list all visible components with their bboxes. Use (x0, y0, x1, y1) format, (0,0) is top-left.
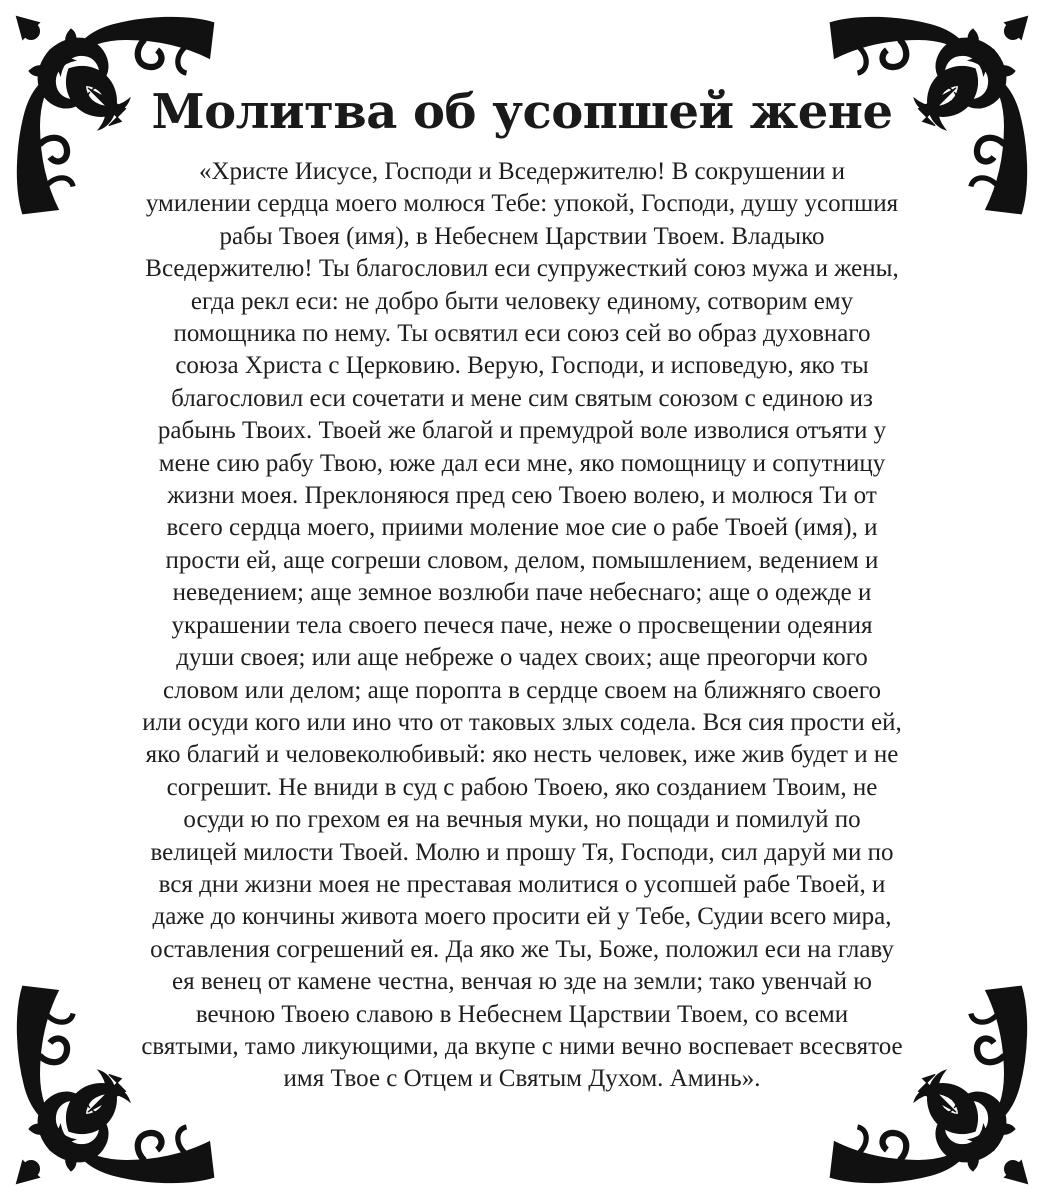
prayer-line: всего сердца моего, приими моление мое сие о рабе Твоей (имя), и (166, 514, 878, 542)
prayer-line: прости ей, аще согреши словом, делом, помышлением, ведением и (165, 546, 879, 574)
prayer-line: даже до кончины живота моего просити ей у Тебе, Судии всего мира, (152, 903, 892, 931)
prayer-line: жизни моея. Преклоняюся пред сею Твоею волею, и молюся Ти от (167, 482, 877, 510)
prayer-line: ея венец от камене честна, венчая ю зде на земли; тако увенчай ю (172, 968, 872, 996)
prayer-line: оставления согрешений ея. Да яко же Ты, Боже, положил еси на главу (150, 935, 894, 963)
prayer-line: мене сию рабу Твою, юже дал еси мне, яко помощницу и сопутницу (158, 449, 886, 477)
prayer-line: вся дни жизни моея не преставая молитися о усопшей рабе Твоей, и (158, 870, 886, 898)
prayer-line: союза Христа с Церковию. Верую, Господи, и исповедую, яко ты (175, 352, 869, 380)
prayer-line: благословил еси сочетати и мене сим святым союзом с единою из (171, 384, 873, 412)
prayer-line: святыми, тамо ликующими, да вкупе с ними вечно воспевает всесвятое (141, 1032, 903, 1060)
prayer-line: имя Твое с Отцем и Святым Духом. Аминь». (283, 1065, 761, 1093)
prayer-line: неведением; аще земное возлюби паче небеснаго; аще о одежде и (172, 579, 872, 607)
prayer-line: согрешит. Не вниди в суд с рабою Твоею, яко созданием Твоим, не (166, 773, 878, 801)
prayer-line: помощника по нему. Ты освятил еси союз сей во образ духовнаго (173, 320, 871, 348)
prayer-text (110, 156, 934, 1096)
prayer-line: велицей милости Твоей. Молю и прошу Тя, Господи, сил даруй ми по (150, 838, 894, 866)
prayer-line: души своея; или аще небреже о чадех своих; аще преогорчи кого (176, 644, 868, 672)
prayer-line: «Христе Иисусе, Господи и Вседержителю! В сокрушении и (198, 158, 846, 185)
prayer-line: егда рекл еси: не добро быти человеку единому, сотворим ему (190, 287, 854, 315)
prayer-line: украшении тела своего печеся паче, неже о просвещении одеяния (171, 611, 873, 639)
prayer-line: умилении сердца моего молюся Тебе: упокой, Господи, душу усопшия (145, 190, 899, 218)
prayer-line: словом или делом; аще поропта в сердце своем на ближняго своего (163, 676, 881, 704)
prayer-line: Вседержителю! Ты благословил еси супружесткий союз мужа и жены, (145, 255, 899, 283)
page-title: Молитва об усопшей жене (151, 84, 893, 140)
prayer-line: рабы Твоея (имя), в Небеснем Царствии Твоем. Владыко (219, 222, 825, 250)
prayer-line: или осуди кого или ино что от таковых злых содела. Вся сия прости ей, (142, 708, 902, 736)
prayer-line: вечною Твоею славою в Небеснем Царствии Твоем, со всеми (195, 1000, 849, 1028)
prayer-line: рабынь Твоих. Твоей же благой и премудрой воле изволися отъяти у (157, 417, 887, 445)
prayer-line: осуди ю по грехом ея на вечныя муки, но пощади и помилуй по (183, 806, 861, 834)
prayer-line: яко благий и человеколюбивый: яко несть человек, иже жив будет и не (145, 741, 899, 769)
